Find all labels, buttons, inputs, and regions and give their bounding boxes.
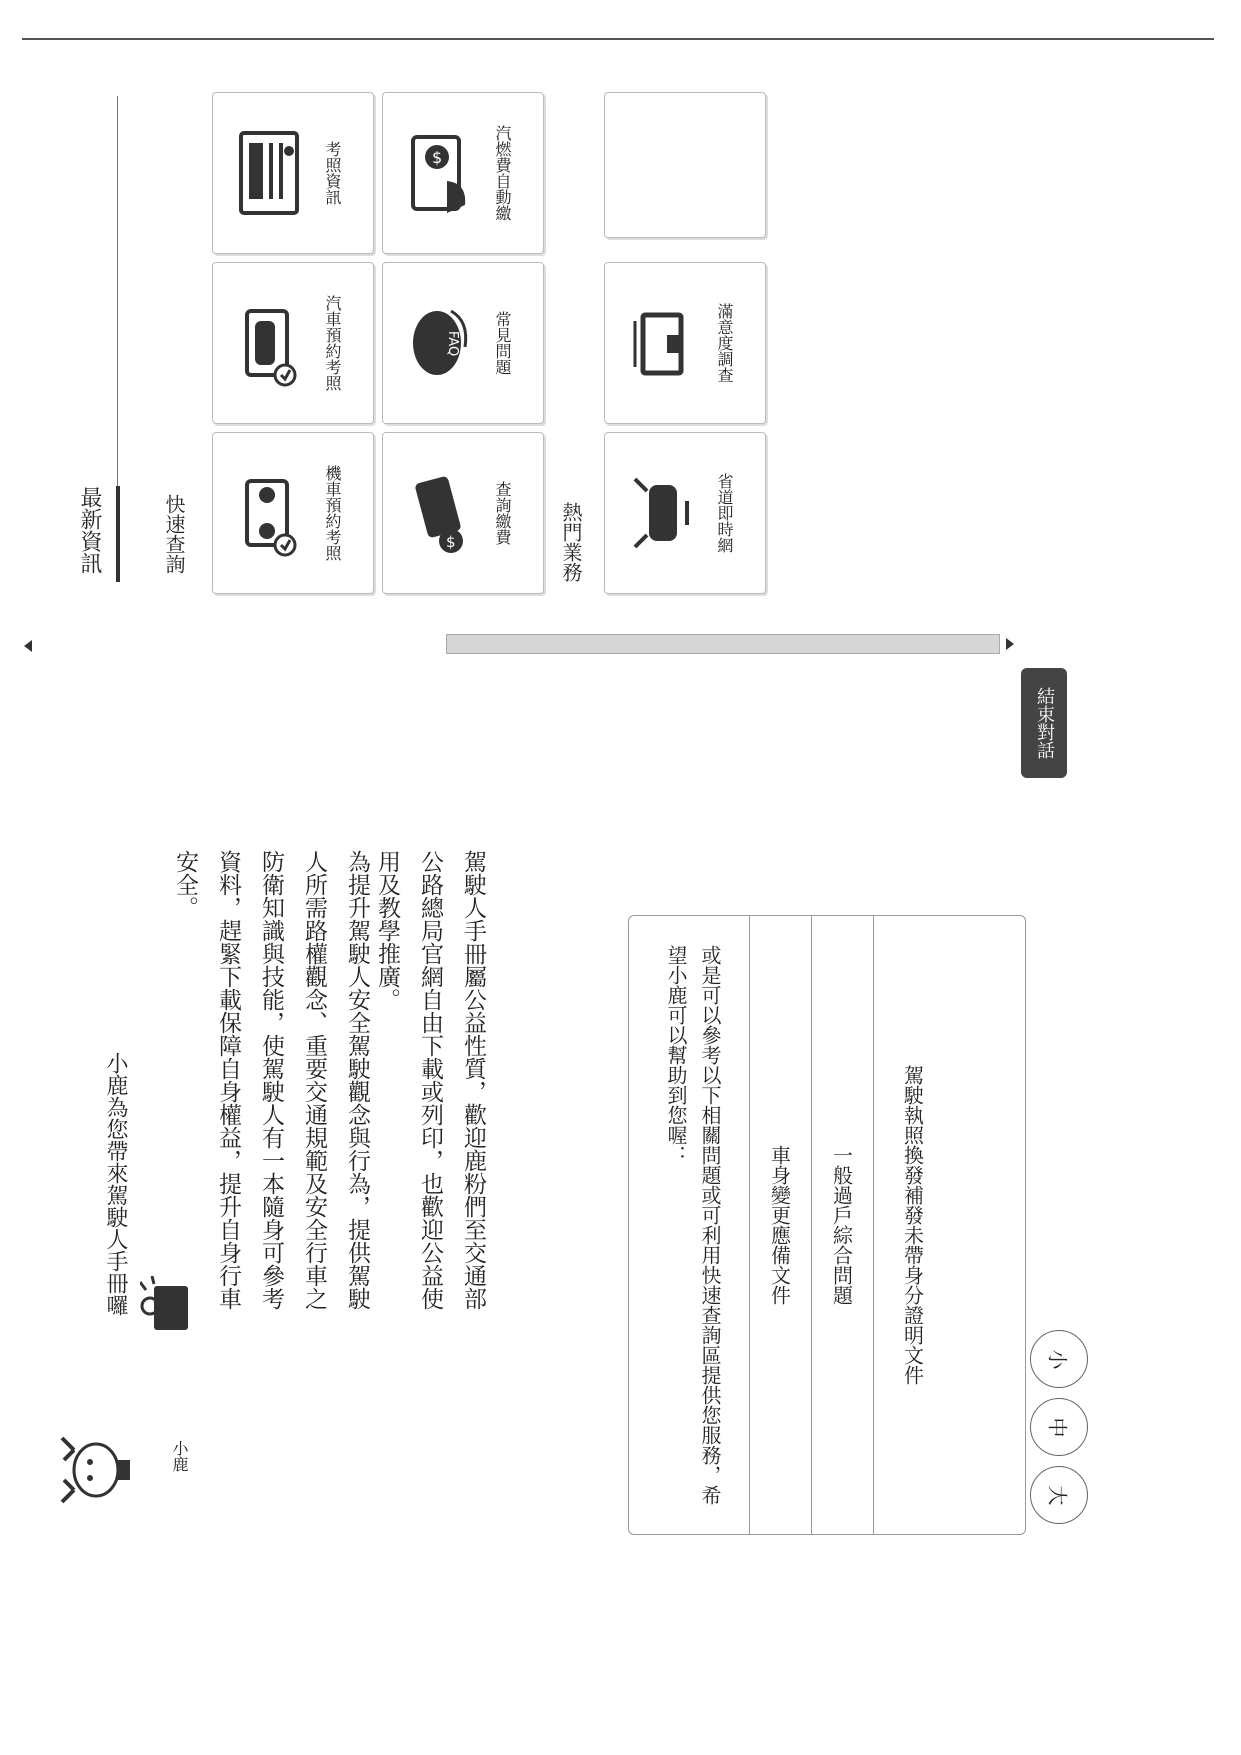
- chat-title: 小鹿為您帶來駕駛人手冊囉: [103, 1052, 128, 1316]
- car-check-icon: [237, 291, 301, 395]
- deer-mascot-avatar: [56, 1420, 136, 1520]
- font-medium-label: 中: [1045, 1417, 1070, 1437]
- svg-text:FAQ: FAQ: [445, 331, 460, 357]
- menu-item-label: 車身變更應備文件: [767, 1145, 792, 1305]
- tab-underline: [116, 486, 120, 582]
- tile-blank: [604, 92, 766, 238]
- tab-divider: [117, 96, 118, 486]
- money-bill-icon: [407, 121, 471, 225]
- bot-name: 小鹿: [170, 1440, 189, 1472]
- chat-paragraph-1: 為提升駕駛人安全駕駛觀念與行為，提供駕駛人所需路權觀念、重要交通規範及安全行車之防衛知識與技能，使駕駛人有一本隨身可參考資料，趕緊下載保障自身權益，提升自身行車安全。: [172, 850, 370, 1310]
- tile-exam-info-label: 考照資訊: [323, 141, 342, 205]
- menu-item-transfer[interactable]: [811, 916, 873, 1534]
- tile-fine-query[interactable]: [382, 432, 544, 594]
- top-rule: [22, 38, 1214, 40]
- tile-satisfaction-survey-label: 滿意度調查: [715, 303, 734, 383]
- svg-text:$: $: [432, 148, 443, 167]
- hot-services-heading: 熱門業務: [559, 502, 583, 582]
- quick-query-heading: 快速查詢: [162, 494, 186, 574]
- menu-item-license-reissue[interactable]: [873, 916, 953, 1534]
- left-arrow-icon[interactable]: [24, 640, 32, 652]
- tile-car-exam-booking-label: 汽車預約考照: [323, 295, 342, 391]
- payment-phone-icon: [407, 461, 471, 565]
- tile-car-exam-booking[interactable]: [212, 262, 374, 424]
- tile-live-stream[interactable]: [604, 432, 766, 594]
- tile-moto-exam-booking[interactable]: [212, 432, 374, 594]
- svg-text:$: $: [446, 533, 456, 551]
- chat-paragraph-2: 駕駛人手冊屬公益性質，歡迎鹿粉們至交通部公路總局官網自由下載或列印，也歡迎公益使用及教學推廣。: [374, 850, 486, 1310]
- clipboard-icon: [629, 291, 693, 395]
- suggested-questions-card: [628, 915, 1026, 1535]
- faq-bubble-icon: [407, 291, 471, 395]
- deer-reading-icon: [140, 1276, 194, 1336]
- tile-exam-info[interactable]: [212, 92, 374, 254]
- tile-satisfaction-survey[interactable]: [604, 262, 766, 424]
- right-arrow-icon[interactable]: [1006, 638, 1014, 650]
- tile-faq-label: 常見問題: [493, 311, 512, 375]
- tab-latest-news[interactable]: 最新資訊: [77, 486, 102, 574]
- tile-fuel-fee-autopay-label: 汽燃費自動繳: [493, 125, 512, 221]
- menu-item-label: 駕駛執照換發補發未帶身分證明文件: [900, 1065, 925, 1385]
- font-small-label: 小: [1045, 1349, 1070, 1369]
- end-chat-label: 結束對話: [1034, 687, 1055, 759]
- horizontal-scrollbar[interactable]: [446, 634, 1000, 654]
- car-camera-icon: [629, 461, 693, 565]
- motorcycle-check-icon: [237, 461, 301, 565]
- menu-item-body-change[interactable]: [749, 916, 811, 1534]
- menu-item-label: 一般過戶綜合問題: [829, 1145, 854, 1305]
- tile-moto-exam-booking-label: 機車預約考照: [323, 465, 342, 561]
- tile-live-stream-label: 省道即時網: [715, 473, 734, 553]
- news-icon: [237, 121, 301, 225]
- tile-fuel-fee-autopay[interactable]: [382, 92, 544, 254]
- menu-intro: 或是可以參考以下相關問題或可利用快速查詢區提供您服務，希望小鹿可以幫助到您喔：: [664, 945, 722, 1505]
- end-chat-button[interactable]: [1021, 668, 1067, 778]
- font-large-label: 大: [1045, 1485, 1070, 1505]
- font-small-button[interactable]: [1030, 1330, 1088, 1388]
- tile-fine-query-label: 查詢繳費: [493, 481, 512, 545]
- font-large-button[interactable]: [1030, 1466, 1088, 1524]
- font-medium-button[interactable]: [1030, 1398, 1088, 1456]
- tile-faq[interactable]: [382, 262, 544, 424]
